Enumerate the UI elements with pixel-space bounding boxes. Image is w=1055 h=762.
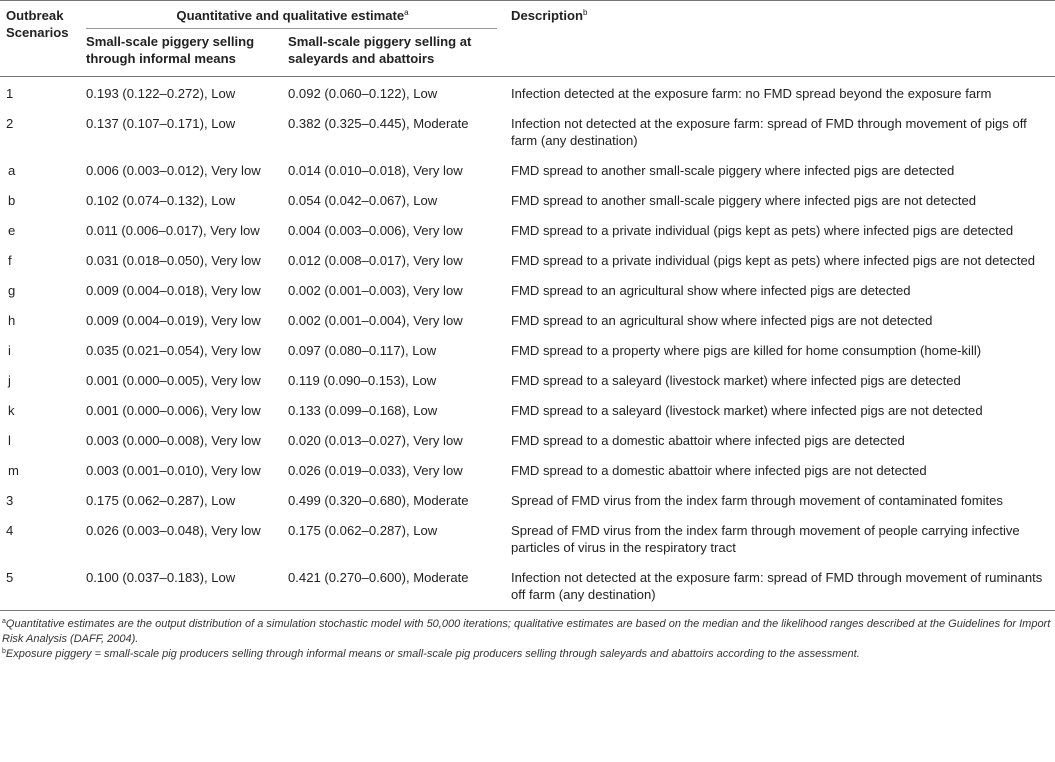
- cell-description: FMD spread to an agricultural show where infected pigs are detected: [511, 283, 911, 298]
- cell-description: FMD spread to a domestic abattoir where infected pigs are not detected: [511, 463, 927, 478]
- table-row: [0, 395, 1055, 425]
- table-row: [0, 245, 1055, 275]
- footnote-mark: a: [2, 618, 6, 625]
- table-row: [0, 515, 1055, 562]
- cell-description: FMD spread to an agricultural show where infected pigs are not detected: [511, 313, 933, 328]
- cell-scenario: h: [8, 313, 16, 328]
- cell-scenario: k: [8, 403, 15, 418]
- footnote-text: Exposure piggery = small-scale pig producers selling through informal means or small-scale pig producers selling through saleyards and abattoirs according to the assessment.: [5, 648, 860, 660]
- cell-saleyards-estimate: 0.004 (0.003–0.006), Very low: [288, 223, 463, 238]
- cell-informal-estimate: 0.001 (0.000–0.005), Very low: [86, 373, 261, 388]
- table-row: [0, 455, 1055, 485]
- table-row: [0, 335, 1055, 365]
- cell-scenario: i: [8, 343, 11, 358]
- cell-description: FMD spread to a private individual (pigs kept as pets) where infected pigs are not detected: [511, 253, 1036, 268]
- table-row: [0, 155, 1055, 185]
- cell-informal-estimate: 0.003 (0.000–0.008), Very low: [86, 433, 261, 448]
- header-estimate: [80, 1, 505, 30]
- header-description: [505, 1, 1055, 77]
- header-description-label: Description: [511, 8, 584, 23]
- cell-description: Spread of FMD virus from the index farm through movement of contaminated fomites: [511, 493, 1003, 508]
- cell-informal-estimate: 0.009 (0.004–0.018), Very low: [86, 283, 261, 298]
- header-estimate-label: Quantitative and qualitative estimate: [176, 8, 405, 23]
- table-row: [0, 485, 1055, 515]
- cell-saleyards-estimate: 0.175 (0.062–0.287), Low: [288, 523, 438, 538]
- cell-saleyards-estimate: 0.026 (0.019–0.033), Very low: [288, 463, 463, 478]
- cell-saleyards-estimate: 0.092 (0.060–0.122), Low: [288, 86, 438, 101]
- cell-saleyards-estimate: 0.020 (0.013–0.027), Very low: [288, 433, 463, 448]
- cell-scenario: m: [8, 463, 19, 478]
- subheader-saleyards: Small-scale piggery selling at saleyards and abattoirs: [288, 34, 472, 66]
- cell-saleyards-estimate: 0.119 (0.090–0.153), Low: [288, 373, 437, 388]
- cell-scenario: e: [8, 223, 16, 238]
- cell-description: FMD spread to another small-scale piggery where infected pigs are detected: [511, 163, 955, 178]
- footnote: [2, 617, 1053, 646]
- cell-saleyards-estimate: 0.014 (0.010–0.018), Very low: [288, 163, 463, 178]
- header-estimate-rule: [86, 28, 497, 29]
- footnote-mark: b: [2, 648, 6, 655]
- cell-scenario: f: [8, 253, 12, 268]
- cell-description: Spread of FMD virus from the index farm through movement of people carrying infective particles of virus in the respiratory tract: [511, 523, 1020, 555]
- footnotes: [0, 611, 1055, 662]
- cell-scenario: a: [8, 163, 16, 178]
- cell-scenario: 5: [6, 570, 14, 585]
- cell-description: FMD spread to a private individual (pigs kept as pets) where infected pigs are detected: [511, 223, 1014, 238]
- cell-informal-estimate: 0.006 (0.003–0.012), Very low: [86, 163, 261, 178]
- footnote-text: Quantitative estimates are the output distribution of a simulation stochastic model with 50,000 iterations; qualitative estimates are based on the median and the likelihood ranges described at the Guidelines for Import Risk Analysis (DAFF, 2004).: [2, 618, 1051, 645]
- table-row: [0, 365, 1055, 395]
- cell-scenario: 4: [6, 523, 14, 538]
- cell-description: FMD spread to another small-scale piggery where infected pigs are not detected: [511, 193, 977, 208]
- cell-description: FMD spread to a saleyard (livestock market) where infected pigs are not detected: [511, 403, 983, 418]
- subheader-informal: Small-scale piggery selling through informal means: [86, 34, 255, 66]
- cell-informal-estimate: 0.031 (0.018–0.050), Very low: [86, 253, 261, 268]
- cell-informal-estimate: 0.026 (0.003–0.048), Very low: [86, 523, 261, 538]
- table-row: [0, 562, 1055, 611]
- table-row: [0, 108, 1055, 155]
- cell-informal-estimate: 0.011 (0.006–0.017), Very low: [86, 223, 260, 238]
- table-row: [0, 215, 1055, 245]
- table-header: [0, 1, 1055, 77]
- cell-description: Infection not detected at the exposure farm: spread of FMD through movement of ruminants off farm (any destination): [511, 570, 1043, 602]
- cell-scenario: 2: [6, 116, 14, 131]
- cell-scenario: 3: [6, 493, 14, 508]
- table-body: [0, 77, 1055, 611]
- cell-saleyards-estimate: 0.002 (0.001–0.004), Very low: [288, 313, 463, 328]
- cell-saleyards-estimate: 0.499 (0.320–0.680), Moderate: [288, 493, 469, 508]
- cell-scenario: g: [8, 283, 16, 298]
- cell-informal-estimate: 0.175 (0.062–0.287), Low: [86, 493, 236, 508]
- cell-informal-estimate: 0.009 (0.004–0.019), Very low: [86, 313, 261, 328]
- cell-scenario: 1: [6, 86, 14, 101]
- header-description-footnote-mark: b: [583, 8, 588, 17]
- header-scenarios: Outbreak Scenarios: [6, 8, 69, 40]
- cell-saleyards-estimate: 0.133 (0.099–0.168), Low: [288, 403, 438, 418]
- cell-saleyards-estimate: 0.421 (0.270–0.600), Moderate: [288, 570, 469, 585]
- cell-saleyards-estimate: 0.012 (0.008–0.017), Very low: [288, 253, 463, 268]
- cell-informal-estimate: 0.137 (0.107–0.171), Low: [86, 116, 236, 131]
- cell-saleyards-estimate: 0.054 (0.042–0.067), Low: [288, 193, 438, 208]
- cell-saleyards-estimate: 0.097 (0.080–0.117), Low: [288, 343, 437, 358]
- cell-description: FMD spread to a domestic abattoir where infected pigs are detected: [511, 433, 905, 448]
- table-row: [0, 77, 1055, 109]
- cell-saleyards-estimate: 0.382 (0.325–0.445), Moderate: [288, 116, 469, 131]
- cell-scenario: l: [8, 433, 11, 448]
- cell-description: Infection detected at the exposure farm: no FMD spread beyond the exposure farm: [511, 86, 992, 101]
- cell-scenario: j: [8, 373, 11, 388]
- cell-informal-estimate: 0.035 (0.021–0.054), Very low: [86, 343, 261, 358]
- header-estimate-footnote-mark: a: [404, 8, 409, 17]
- table-row: [0, 185, 1055, 215]
- cell-description: FMD spread to a saleyard (livestock market) where infected pigs are detected: [511, 373, 961, 388]
- cell-description: Infection not detected at the exposure farm: spread of FMD through movement of pigs off farm (any destination): [511, 116, 1027, 148]
- cell-informal-estimate: 0.001 (0.000–0.006), Very low: [86, 403, 261, 418]
- table-row: [0, 425, 1055, 455]
- cell-informal-estimate: 0.193 (0.122–0.272), Low: [86, 86, 236, 101]
- cell-saleyards-estimate: 0.002 (0.001–0.003), Very low: [288, 283, 463, 298]
- cell-description: FMD spread to a property where pigs are killed for home consumption (home-kill): [511, 343, 982, 358]
- cell-informal-estimate: 0.100 (0.037–0.183), Low: [86, 570, 236, 585]
- table-row: [0, 275, 1055, 305]
- cell-scenario: b: [8, 193, 16, 208]
- cell-informal-estimate: 0.003 (0.001–0.010), Very low: [86, 463, 261, 478]
- footnote: [2, 647, 1053, 662]
- cell-informal-estimate: 0.102 (0.074–0.132), Low: [86, 193, 236, 208]
- table-row: [0, 305, 1055, 335]
